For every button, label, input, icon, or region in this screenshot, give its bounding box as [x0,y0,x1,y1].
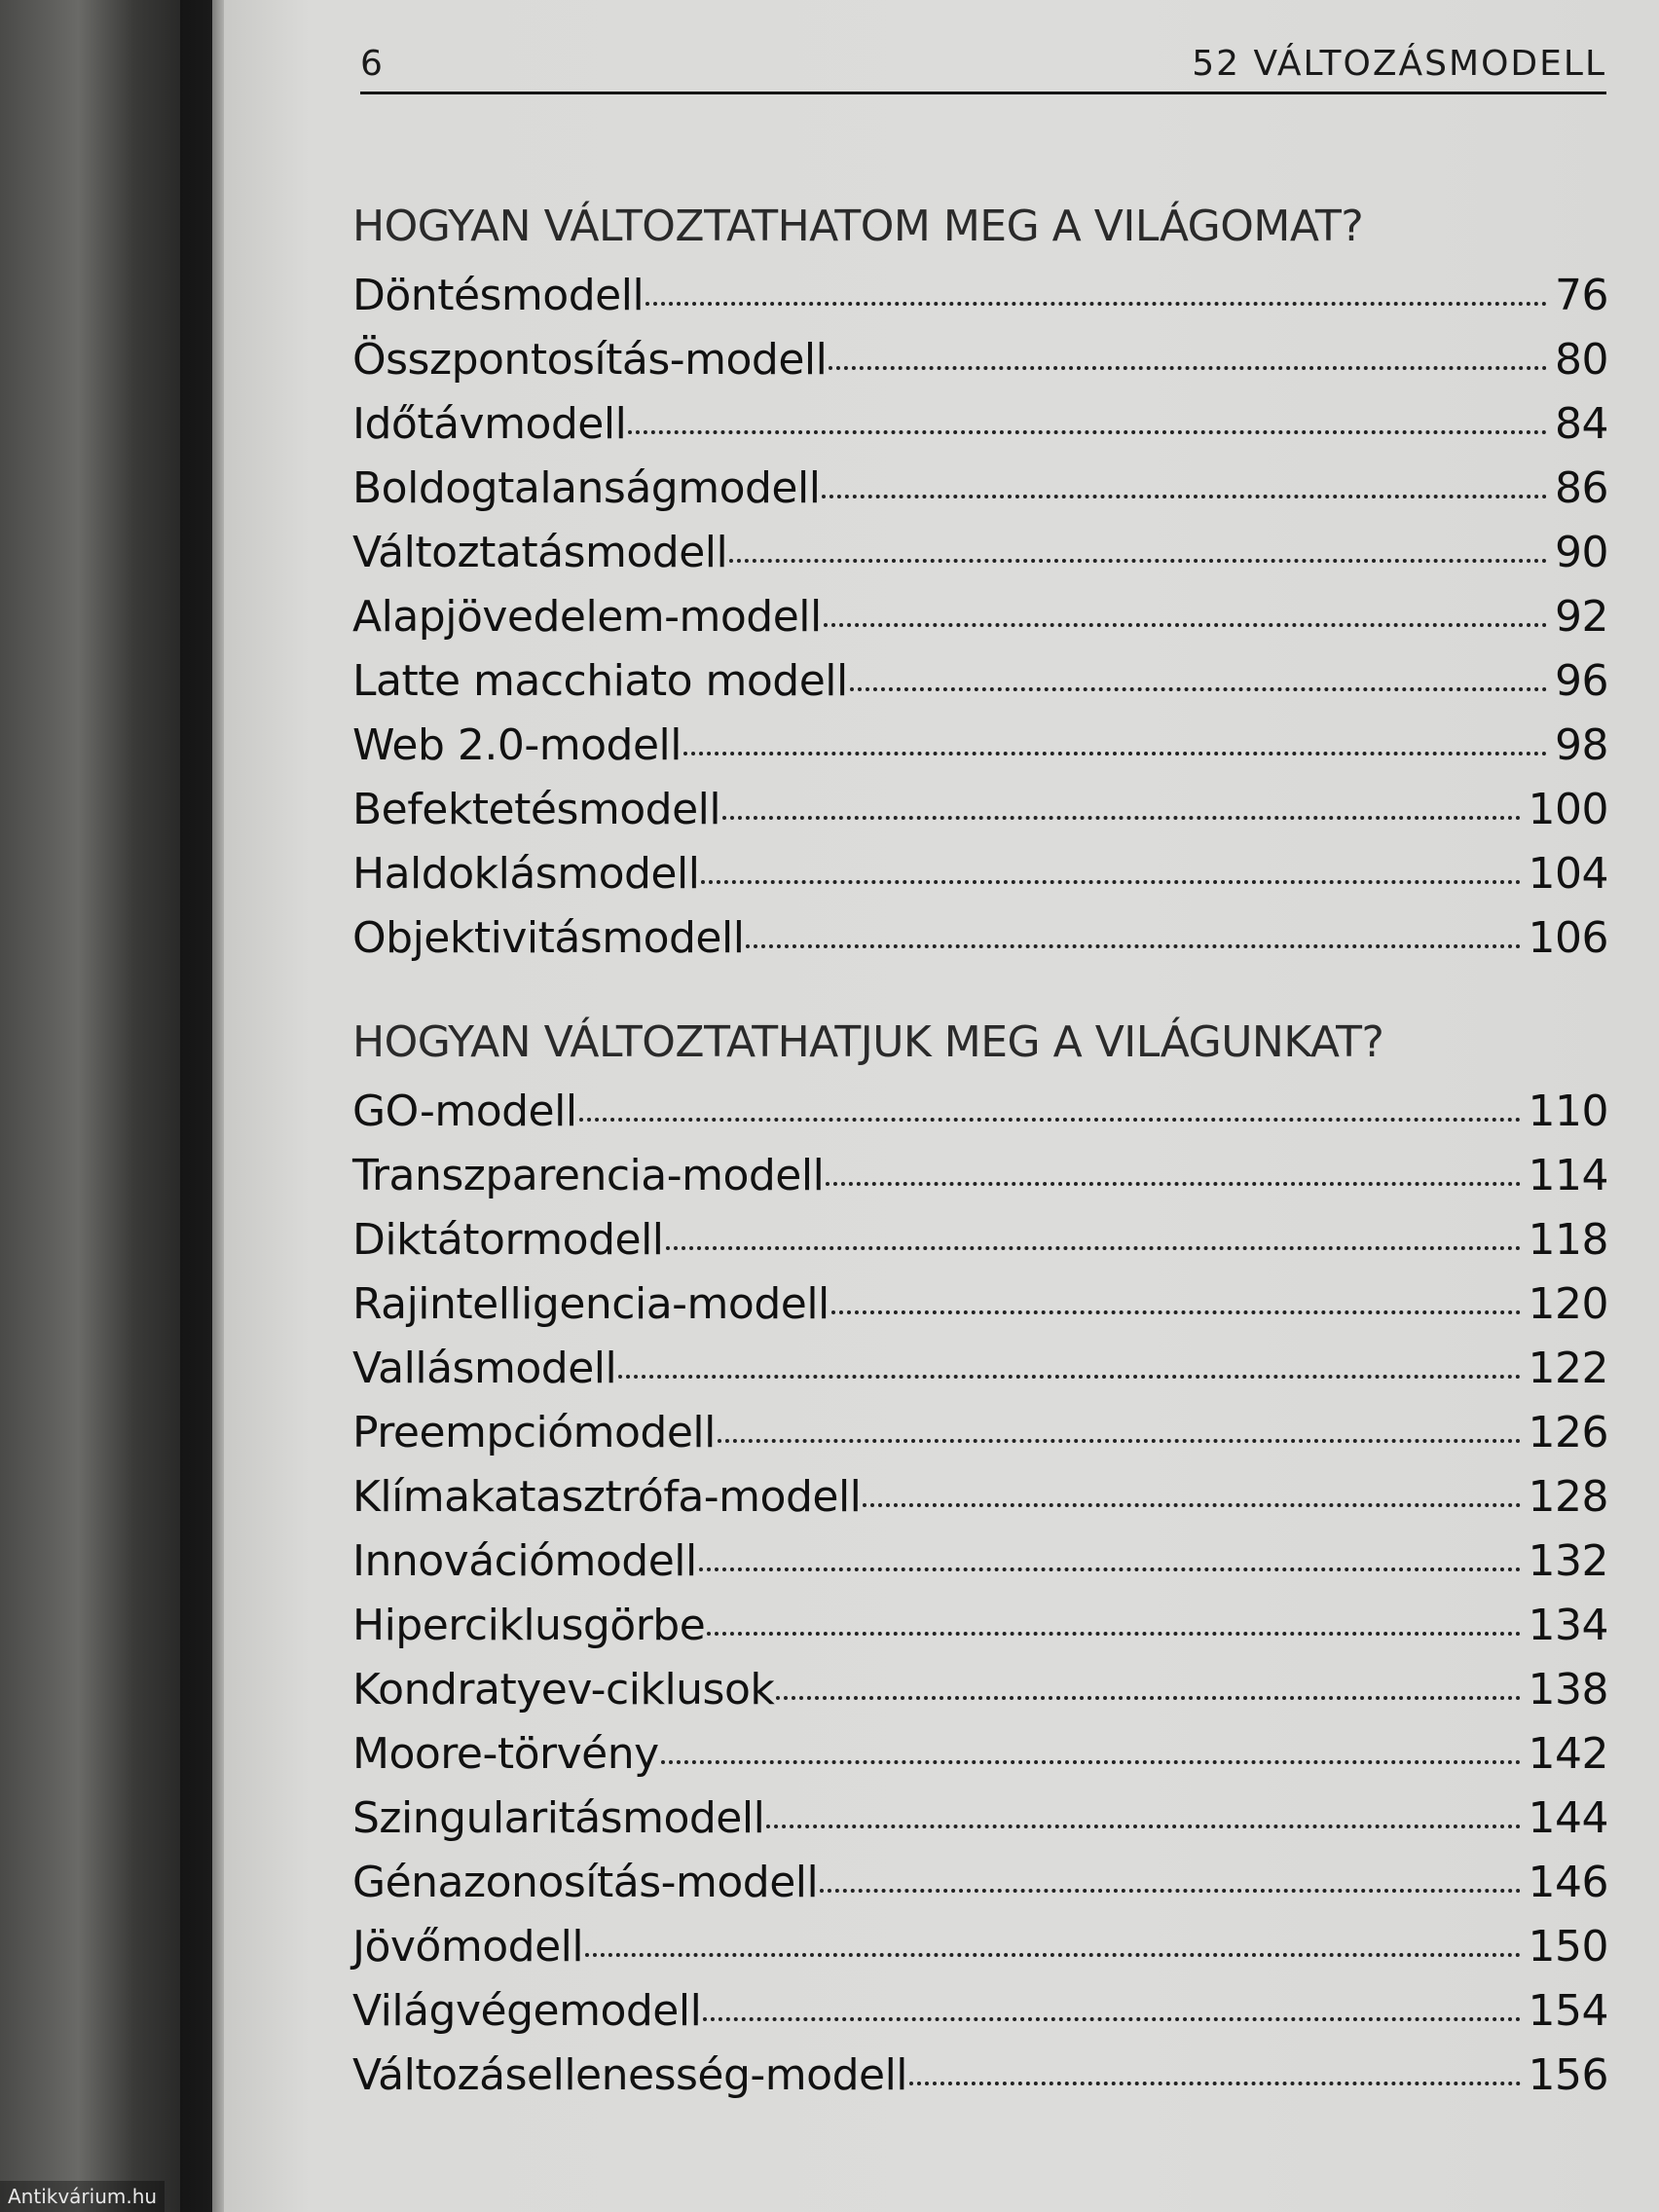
toc-entry [352,649,1608,714]
page-header [360,43,1606,94]
toc-entry-title: Kondratyev-ciklusok [352,1665,775,1714]
toc-entry-title: Objektivitásmodell [352,913,745,963]
dot-leader [850,687,1547,691]
toc-entry-page: 118 [1528,1215,1608,1265]
toc-entry-title: Génazonosítás-modell [352,1858,819,1907]
toc-entry-title: Rajintelligencia-modell [352,1279,830,1329]
dot-leader [729,559,1547,563]
toc-entry [352,1851,1608,1915]
toc-entry-title: Moore-törvény [352,1729,659,1779]
toc-entry [352,1722,1608,1787]
toc-entry-title: Preempciómodell [352,1408,716,1457]
toc-entry-title: Web 2.0-modell [352,720,682,770]
toc-entry-page: 154 [1528,1986,1608,2036]
toc-entry [352,1208,1608,1272]
toc-entry [352,521,1608,585]
dot-leader [746,944,1520,948]
toc-entry-page: 144 [1528,1793,1608,1843]
toc-entry [352,1594,1608,1658]
dot-leader [820,1889,1520,1893]
dot-leader [579,1118,1521,1122]
toc-entry [352,842,1608,906]
toc-entry-page: 114 [1528,1151,1608,1200]
toc-entry-page: 92 [1555,592,1608,642]
toc-entry [352,2044,1608,2108]
toc-entry-page: 90 [1555,528,1608,577]
toc-entry [352,457,1608,521]
toc-entry-page: 104 [1528,849,1608,899]
toc-entry-title: Befektetésmodell [352,785,721,834]
toc-entry [352,1530,1608,1594]
dot-leader [909,2082,1520,2085]
toc-entries [352,1080,1608,2108]
toc-entry-page: 76 [1555,271,1608,320]
toc-section [352,200,1608,971]
toc-entry-title: Jövőmodell [352,1922,584,1972]
toc-entry [352,1787,1608,1851]
toc-entry-title: Innovációmodell [352,1536,697,1586]
toc-entry [352,1272,1608,1337]
toc-entry-page: 150 [1528,1922,1608,1972]
toc-entry [352,1401,1608,1465]
toc-entry-page: 98 [1555,720,1608,770]
dot-leader [618,1375,1520,1379]
dot-leader [701,880,1520,884]
toc-entry-page: 134 [1528,1601,1608,1650]
toc-entry-title: Latte macchiato modell [352,656,848,706]
dot-leader [722,816,1520,820]
toc-section [352,1015,1608,2108]
toc-entry-page: 86 [1555,463,1608,513]
dot-leader [683,752,1547,756]
toc-entry [352,1144,1608,1208]
dot-leader [661,1760,1521,1764]
toc-entry-page: 120 [1528,1279,1608,1329]
toc-entry [352,778,1608,842]
toc-entry-page: 138 [1528,1665,1608,1714]
toc-entry-title: Összpontosítás-modell [352,335,828,385]
toc-entry-page: 126 [1528,1408,1608,1457]
dot-leader [824,623,1547,627]
toc-entry [352,1658,1608,1722]
toc-entry-page: 96 [1555,656,1608,706]
table-of-contents [352,200,1608,2108]
toc-entry-title: Klímakatasztrófa-modell [352,1472,862,1522]
toc-entry [352,906,1608,971]
dot-leader [585,1953,1520,1957]
toc-entry [352,714,1608,778]
dot-leader [666,1246,1521,1250]
toc-entry-title: Szingularitásmodell [352,1793,765,1843]
toc-entry-title: Boldogtalanságmodell [352,463,821,513]
section-heading: HOGYAN VÁLTOZTATHATOM MEG A VILÁGOMAT? [352,202,1364,251]
toc-entry [352,1979,1608,2044]
toc-entry [352,1080,1608,1144]
toc-entries [352,264,1608,971]
toc-entry-title: Vallásmodell [352,1344,617,1393]
dot-leader [628,430,1547,434]
section-heading: HOGYAN VÁLTOZTATHATJUK MEG A VILÁGUNKAT? [352,1017,1384,1067]
dot-leader [829,366,1547,370]
toc-entry [352,264,1608,328]
toc-entry-title: Haldoklásmodell [352,849,700,899]
toc-entry-page: 128 [1528,1472,1608,1522]
toc-entry-page: 106 [1528,913,1608,963]
running-title: 52 VÁLTOZÁSMODELL [1192,44,1606,84]
watermark: Antikvárium.hu [0,2181,165,2212]
dot-leader [826,1182,1520,1186]
toc-entry-page: 146 [1528,1858,1608,1907]
toc-entry [352,392,1608,457]
toc-entry-page: 100 [1528,785,1608,834]
dot-leader [707,1632,1520,1636]
toc-entry-page: 122 [1528,1344,1608,1393]
toc-entry-page: 84 [1555,399,1608,449]
toc-entry-page: 142 [1528,1729,1608,1779]
toc-entry [352,1915,1608,1979]
toc-entry-title: Diktátormodell [352,1215,664,1265]
dot-leader [766,1825,1520,1828]
toc-entry-page: 110 [1528,1087,1608,1136]
dot-leader [822,495,1547,498]
dot-leader [718,1439,1521,1443]
dot-leader [831,1310,1521,1314]
toc-entry-page: 156 [1528,2050,1608,2100]
toc-entry-title: Világvégemodell [352,1986,702,2036]
toc-entry-page: 80 [1555,335,1608,385]
toc-entry-title: Hiperciklusgörbe [352,1601,706,1650]
page-edge [212,0,224,2212]
toc-entry-title: GO-modell [352,1087,577,1136]
toc-entry-title: Változtatásmodell [352,528,728,577]
toc-entry [352,1465,1608,1530]
dot-leader [645,302,1547,306]
toc-entry-title: Döntésmodell [352,271,645,320]
toc-entry-title: Időtávmodell [352,399,627,449]
toc-entry [352,1337,1608,1401]
dot-leader [776,1696,1520,1700]
toc-entry [352,585,1608,649]
toc-entry-page: 132 [1528,1536,1608,1586]
dot-leader [703,2017,1520,2021]
toc-entry-title: Változásellenesség-modell [352,2050,908,2100]
dot-leader [699,1567,1521,1571]
toc-entry [352,328,1608,392]
toc-entry-title: Transzparencia-modell [352,1151,825,1200]
toc-entry-title: Alapjövedelem-modell [352,592,822,642]
dot-leader [863,1503,1520,1507]
page-number: 6 [360,44,383,84]
